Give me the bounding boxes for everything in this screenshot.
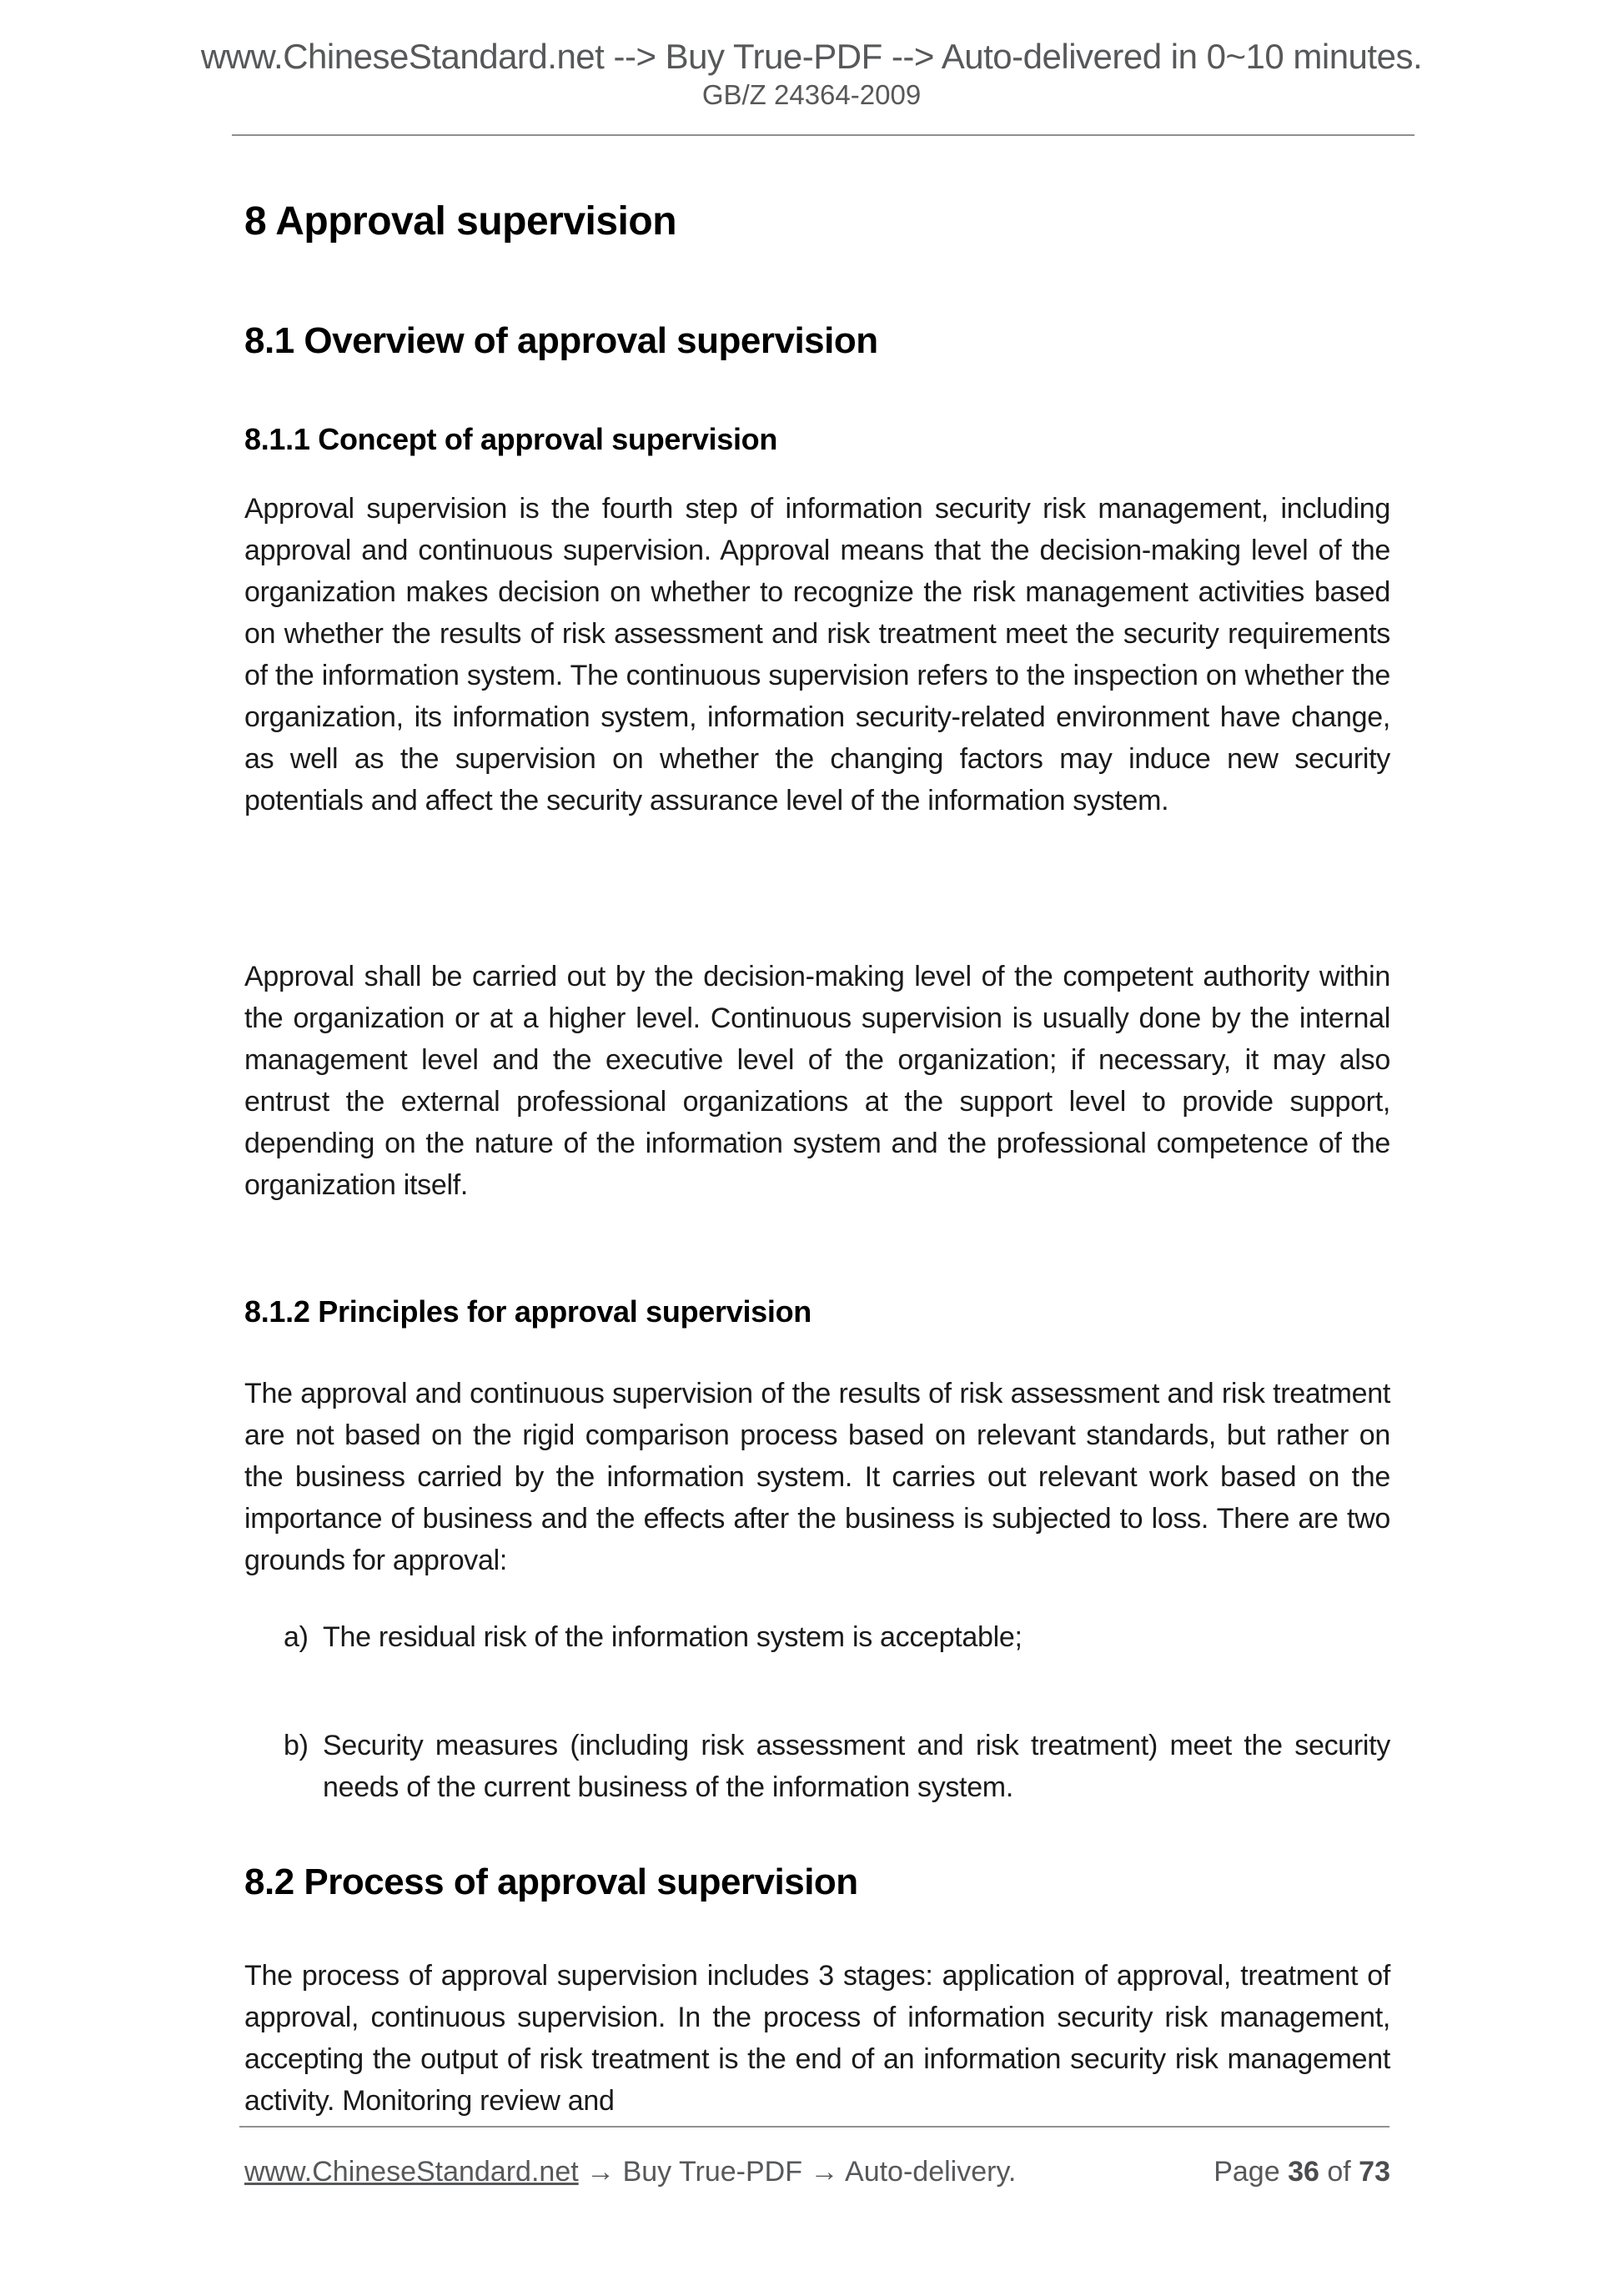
list-item-b-text: Security measures (including risk assessment and risk treatment) meet the security needs of the current business of the information system. (323, 1730, 1390, 1803)
paragraph-concept-2: Approval shall be carried out by the decision-making level of the competent authority within the organization or at a higher level. Continuous supervision is usually done by the internal management level and the executive level of the organization; if necessary, it may also entrust the external professional organizations at the support level to provide support, depending on the nature of the information system and the professional competence of the organization itself. (244, 961, 1390, 1201)
section-heading-8-1-1: 8.1.1 Concept of approval supervision (244, 422, 778, 456)
page-current: 36 (1288, 2156, 1319, 2188)
footer-arrow-2: → (810, 2156, 839, 2188)
document-number: GB/Z 24364-2009 (701, 79, 922, 110)
page-total: 73 (1359, 2156, 1390, 2188)
section-heading-8-2: 8.2 Process of approval supervision (244, 1861, 858, 1902)
footer (244, 2156, 1390, 2188)
footer-arrow-icon (579, 2156, 586, 2188)
page-indicator (1213, 2156, 1390, 2188)
header-promo-text: www.ChineseStandard.net --> Buy True-PDF --> Auto-delivered in 0~10 minutes. (200, 37, 1423, 76)
page-label: Page (1213, 2156, 1280, 2188)
list-item-a (244, 1616, 1390, 1658)
footer-site-link[interactable]: www.ChineseStandard.net (244, 2156, 579, 2188)
paragraph-principles-1: The approval and continuous supervision of the results of risk assessment and risk treatment are not based on the rigid comparison process based on relevant standards, but rather on the business carried by the information system. It carries out relevant work based on the importance of business and the effects after the business is subjected to loss. There are two grounds for approval: (244, 1378, 1390, 1576)
footer-delivery-label: Auto-delivery. (845, 2156, 1017, 2188)
header-divider (232, 134, 1414, 136)
footer-arrow-1: → (586, 2156, 616, 2188)
section-heading-8: 8 Approval supervision (244, 199, 677, 244)
paragraph-process-1: The process of approval supervision includes 3 stages: application of approval, treatment of approval, continuous supervision. In the process of information security risk management, accepting the output of risk treatment is the end of an information security risk management activity. Monitoring review and (244, 1960, 1390, 2117)
list-item-a-text: The residual risk of the information system is acceptable; (323, 1621, 1023, 1653)
list-marker-a: a) (284, 1621, 309, 1653)
footer-buy-label: Buy True-PDF (622, 2156, 802, 2188)
section-heading-8-1: 8.1 Overview of approval supervision (244, 320, 878, 361)
section-heading-8-1-2: 8.1.2 Principles for approval supervision (244, 1294, 812, 1329)
paragraph-concept-1: Approval supervision is the fourth step of information security risk management, including approval and continuous supervision. Approval means that the decision-making level of the organization makes decision on whether to recognize the risk management activities based on whether the results of risk assessment and risk treatment meet the security requirements of the information system. The continuous supervision refers to the inspection on whether the organization, its information system, information security-related environment have change, as well as the supervision on whether the changing factors may induce new security potentials and affect the security assurance level of the information system. (244, 493, 1390, 816)
list-item-b (244, 1725, 1390, 1808)
footer-left (244, 2156, 1016, 2188)
page-of-label: of (1327, 2156, 1351, 2188)
footer-divider (239, 2126, 1389, 2128)
list-marker-b: b) (284, 1730, 309, 1761)
